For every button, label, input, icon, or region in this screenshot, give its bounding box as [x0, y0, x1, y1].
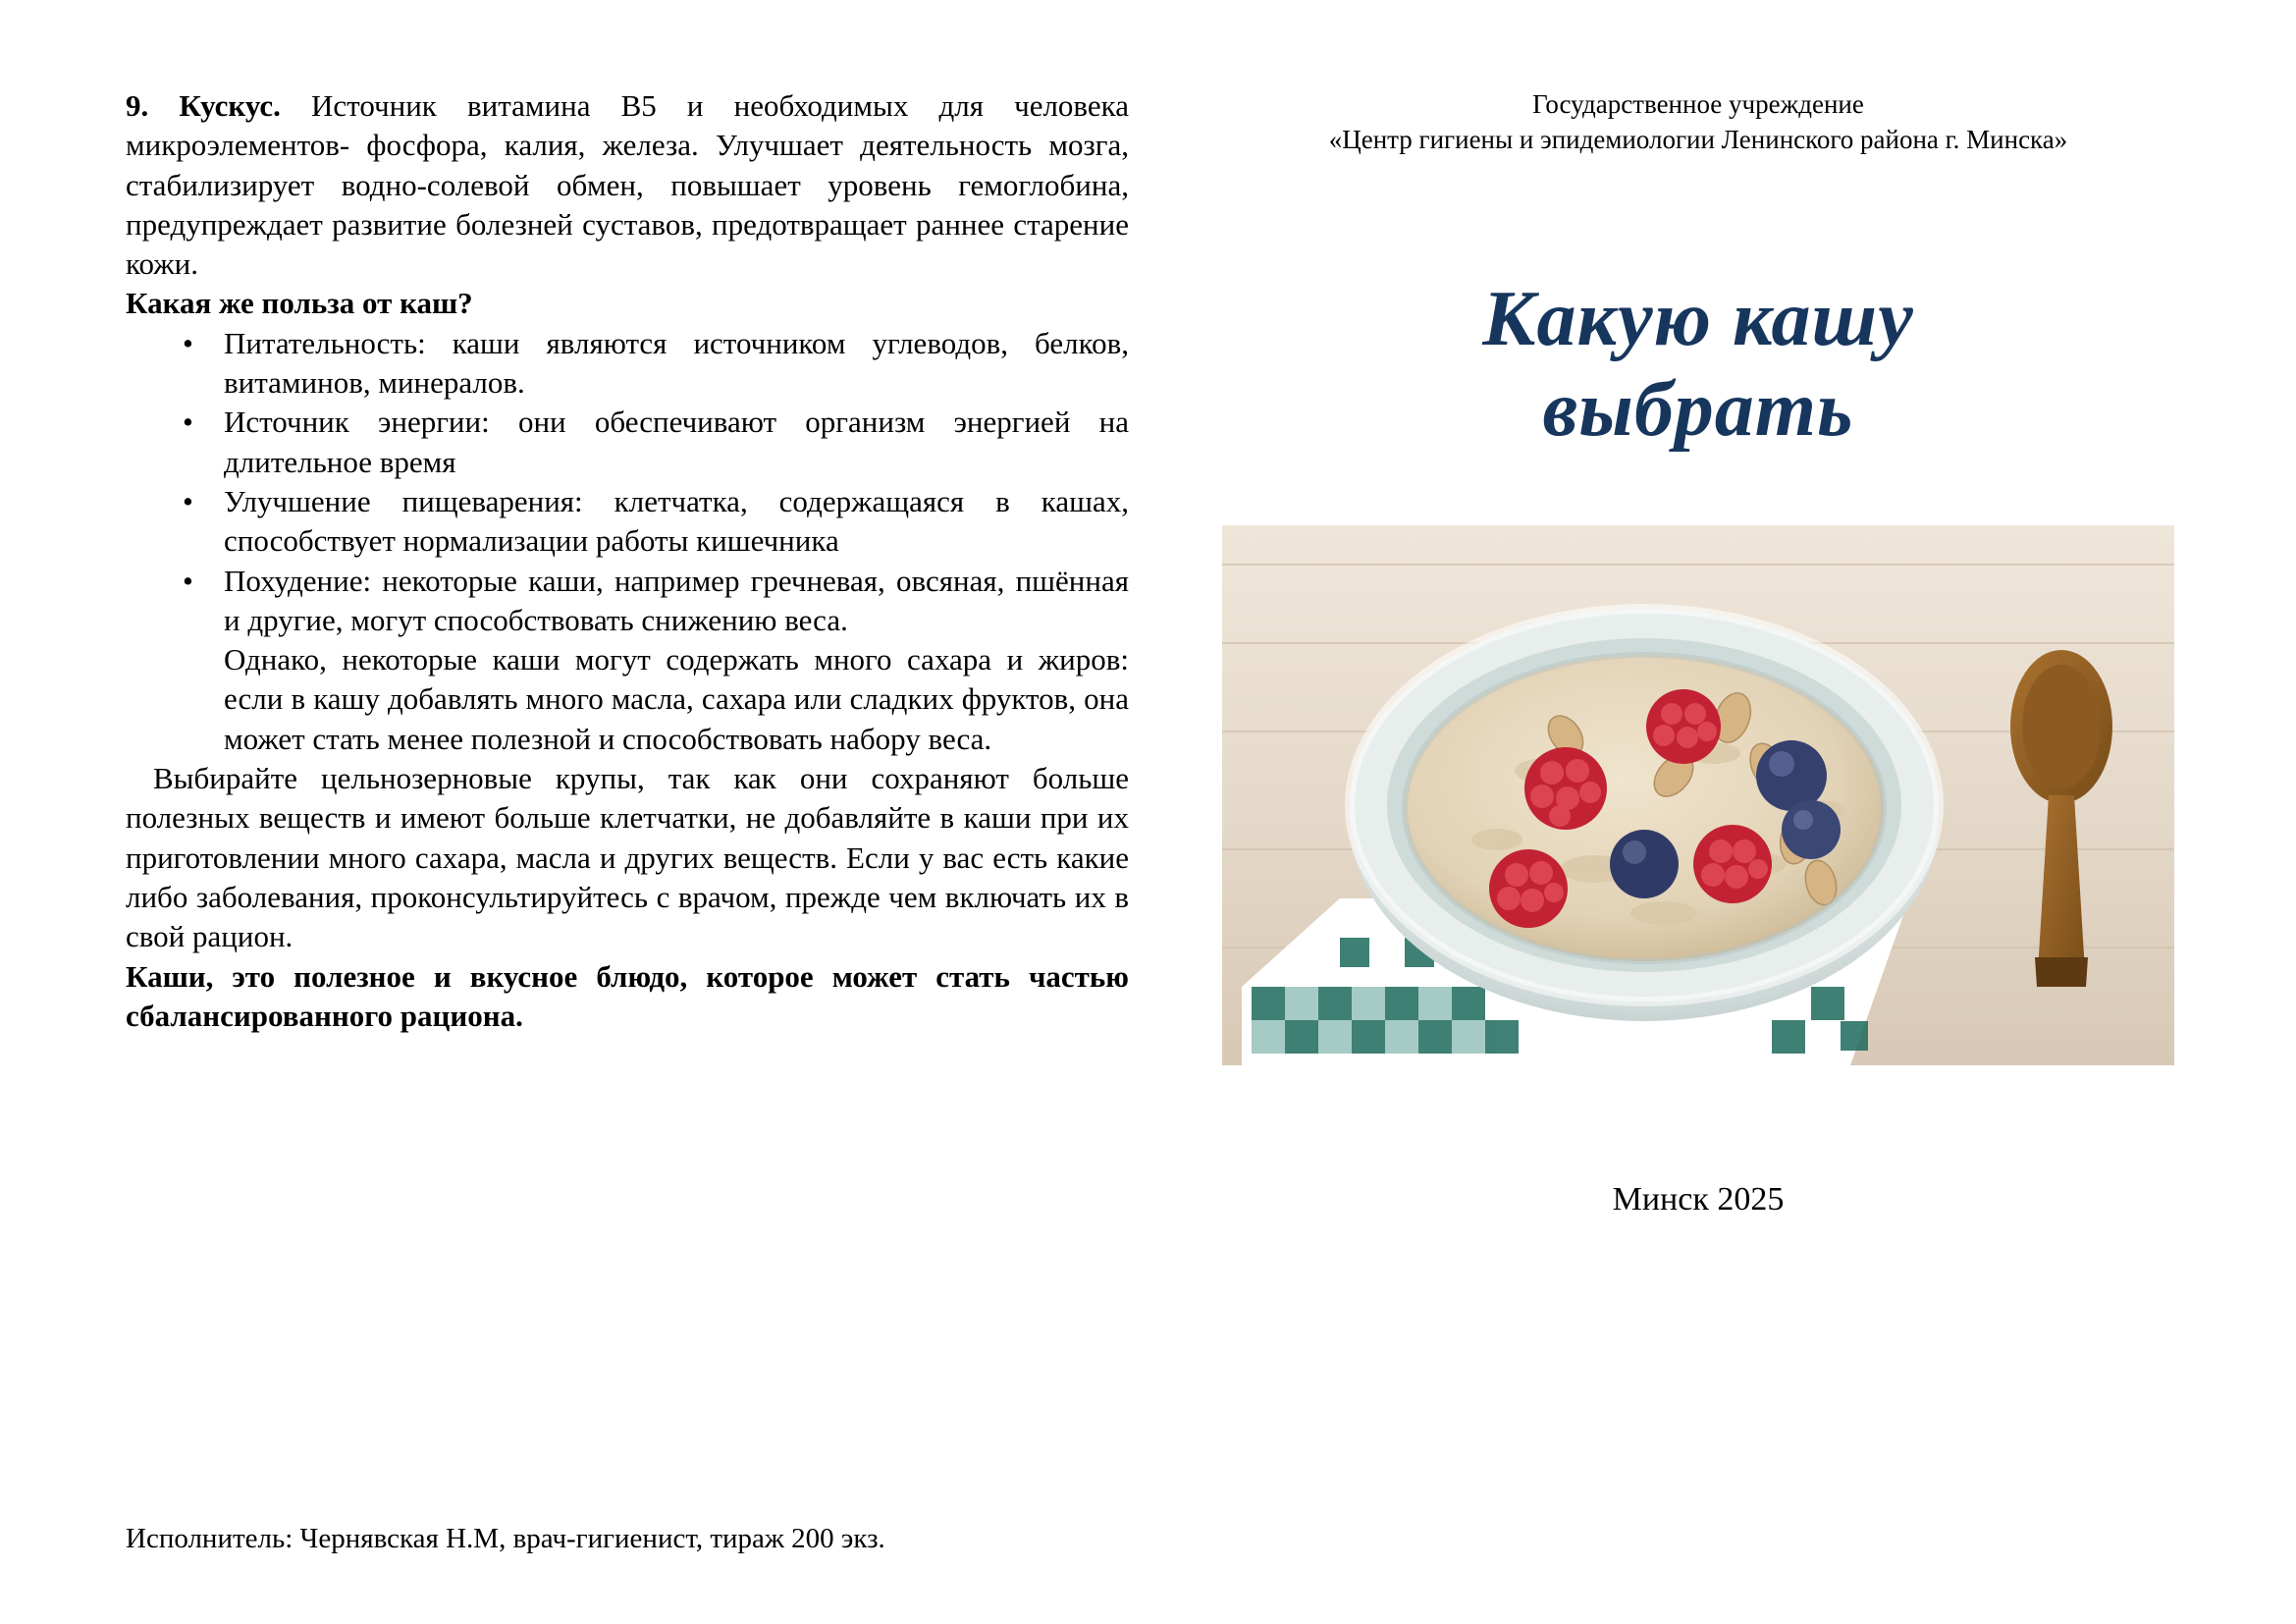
couscous-text: Источник витамина В5 и необходимых для человека микроэлементов- фосфора, калия, железа. Улучшает деятельность мозга, стабилизирует водно-солевой обмен, повышает уровень гемоглобина, предупреждает развитие болезней суставов, предотвращает раннее старение кожи. — [126, 88, 1129, 282]
caution-paragraph: Однако, некоторые каши могут содержать много сахара и жиров: если в кашу добавлять много масла, сахара или сладких фруктов, она может стать менее полезной и способствовать набору веса. — [224, 642, 1129, 756]
list-item: • Источник энергии: они обеспечивают организм энергией на длительное время — [224, 403, 1129, 482]
oatmeal-photo — [1222, 525, 2174, 1065]
closing-paragraph: Каши, это полезное и вкусное блюдо, которое может стать частью сбалансированного рациона. — [126, 958, 1129, 1033]
organization-line-1: Государственное учреждение — [1532, 89, 1864, 119]
couscous-label: 9. Кускус. — [126, 88, 281, 123]
organization-line-2: «Центр гигиены и эпидемиологии Ленинского района г. Минска» — [1328, 125, 2068, 155]
benefits-list — [126, 324, 1129, 640]
list-item: • Улучшение пищеварения: клетчатка, содержащаяся в кашах, способствует нормализации работы кишечника — [224, 482, 1129, 562]
oatmeal-photo-illustration — [1222, 525, 2174, 1065]
list-item: • Похудение: некоторые каши, например гречневая, овсяная, пшённая и другие, могут способствовать снижению веса. — [224, 562, 1129, 641]
benefits-heading: Какая же польза от каш? — [126, 286, 473, 321]
page-title-line-1: Какую кашу — [1482, 275, 1914, 362]
couscous-paragraph — [126, 86, 1129, 284]
list-item: • Питательность: каши являются источником углеводов, белков, витаминов, минералов. — [224, 324, 1129, 404]
right-column — [1207, 86, 2189, 1218]
advice-paragraph: Выбирайте цельнозерновые крупы, так как они сохраняют больше полезных веществ и имеют больше клетчатки, не добавляйте в каши при их приготовлении много сахара, масла и других веществ. Если у вас есть какие либо заболевания, проконсультируйтесь с врачом, прежде чем включать их в свой рацион. — [126, 761, 1129, 954]
left-column — [126, 86, 1129, 1036]
page-title-line-2: выбрать — [1542, 365, 1854, 453]
page-title — [1207, 274, 2189, 455]
executor-footer: Исполнитель: Чернявская Н.М, врач-гигиенист, тираж 200 экз. — [126, 1523, 885, 1554]
city-year: Минск 2025 — [1612, 1180, 1785, 1218]
